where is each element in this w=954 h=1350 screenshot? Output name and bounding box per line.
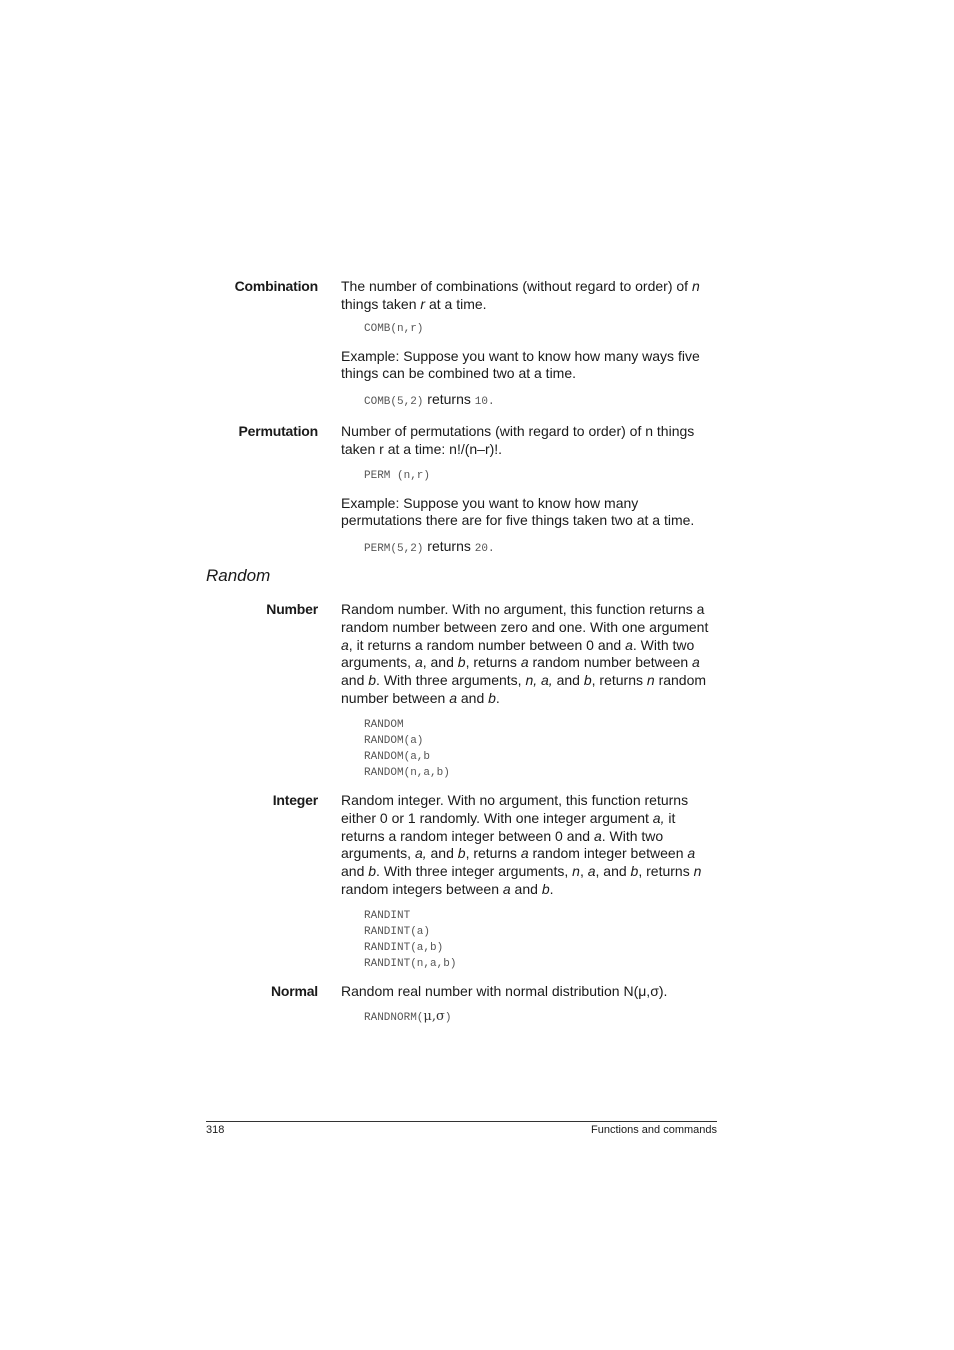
normal-body xyxy=(341,983,719,1026)
permutation-example: Example: Suppose you want to know how many permutations there are for five things taken two at a time. xyxy=(341,494,695,529)
number-description: Random number. With no argument, this function returns a random number between zero and one. With one argument a, it returns a random number between 0 and a. With two arguments, a, and b, returns a random number between a and b. With three arguments, n, a, and b, returns n random number between a and b. xyxy=(341,601,709,706)
term-integer: Integer xyxy=(272,792,318,808)
combination-syntax: COMB(n,r) xyxy=(364,322,424,335)
number-body xyxy=(341,601,719,781)
number-syntax xyxy=(364,717,719,781)
combination-body xyxy=(341,278,719,412)
combination-description: The number of combinations (without regard to order) of n things taken r at a time. xyxy=(341,278,700,312)
term-normal: Normal xyxy=(270,983,318,999)
syntax-line: RANDOM(a,b xyxy=(364,750,431,763)
permutation-body xyxy=(341,423,719,559)
combination-example-result: COMB(5,2) returns 10. xyxy=(364,391,495,409)
normal-syntax: RANDNORM(μ,σ) xyxy=(364,1008,452,1024)
integer-description: Random integer. With no argument, this function returns either 0 or 1 randomly. With one integer argument a, it returns a random integer between 0 and a. With two arguments, a, and b, returns a random integer between a and b. With three integer arguments, n, a, and b, returns n random integers between a and b. xyxy=(341,792,702,897)
integer-syntax xyxy=(364,908,719,972)
syntax-line: RANDOM xyxy=(364,718,404,731)
permutation-description: Number of permutations (with regard to order) of n things taken r at a time: n!/(n–r)!. xyxy=(341,423,695,457)
combination-example: Example: Suppose you want to know how many ways five things can be combined two at a time. xyxy=(341,347,700,382)
syntax-line: RANDINT(a) xyxy=(364,925,431,938)
syntax-line: RANDINT(a,b) xyxy=(364,941,444,954)
term-combination: Combination xyxy=(234,278,318,294)
syntax-line: RANDOM(n,a,b) xyxy=(364,766,450,779)
syntax-line: RANDOM(a) xyxy=(364,734,424,747)
section-title-random: Random xyxy=(206,566,271,585)
permutation-syntax: PERM (n,r) xyxy=(364,469,431,482)
chapter-title: Functions and commands xyxy=(591,1124,717,1136)
permutation-example-result: PERM(5,2) returns 20. xyxy=(364,538,495,556)
page-number: 318 xyxy=(206,1124,225,1136)
footer-rule xyxy=(206,1121,717,1122)
syntax-line: RANDINT(n,a,b) xyxy=(364,957,457,970)
integer-body xyxy=(341,792,719,972)
term-number: Number xyxy=(266,601,318,617)
term-permutation: Permutation xyxy=(238,423,318,439)
normal-description: Random real number with normal distribution N(μ,σ). xyxy=(341,983,668,999)
syntax-line: RANDINT xyxy=(364,909,411,922)
